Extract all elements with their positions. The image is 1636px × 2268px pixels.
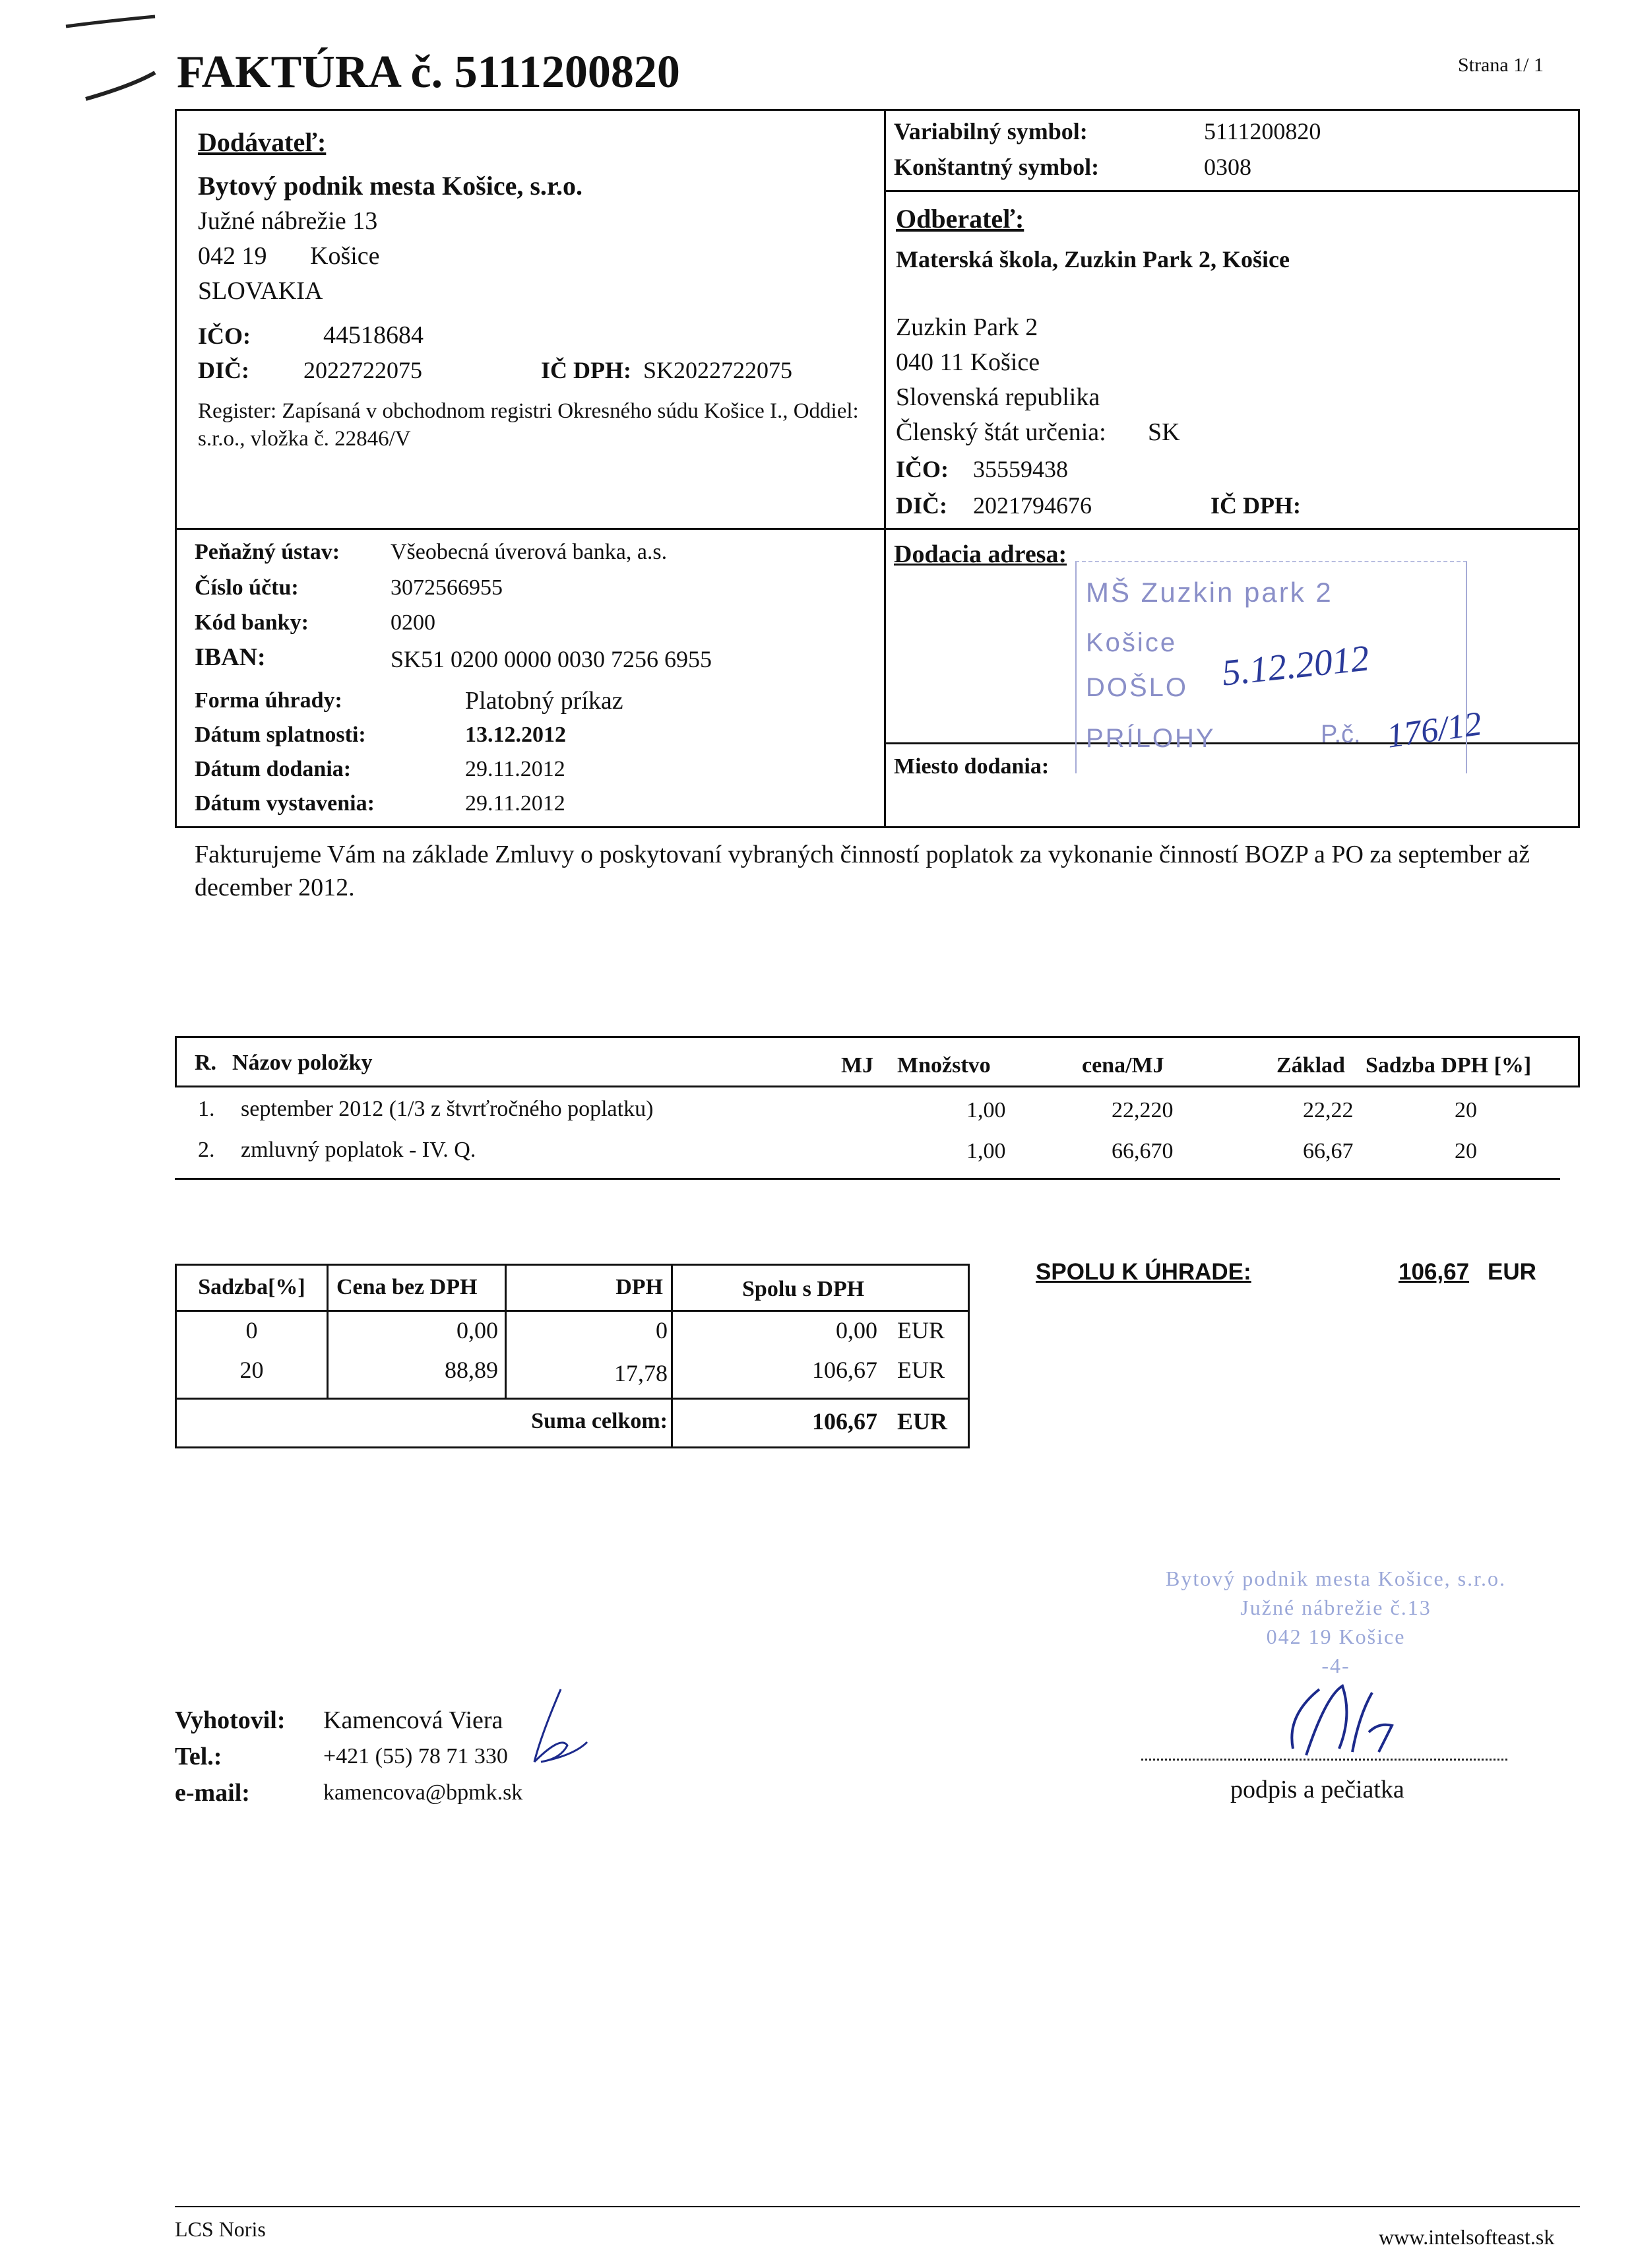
customer-dic: 2021794676 (973, 492, 1092, 519)
divider (175, 528, 1580, 530)
signature-label: podpis a pečiatka (1230, 1776, 1404, 1803)
vat-gross: 0,00 (836, 1317, 877, 1344)
issuer-label: Vyhotovil: (175, 1706, 286, 1734)
delivery-address-label: Dodacia adresa: (894, 540, 1067, 568)
vat-net: 88,89 (445, 1357, 498, 1383)
const-symbol-label: Konštantný symbol: (894, 154, 1100, 180)
row-name: september 2012 (1/3 z štvrťročného poplatku) (241, 1097, 654, 1121)
bank-acc: 3072566955 (391, 575, 503, 600)
col-r: R. (195, 1051, 217, 1075)
vat-gross: 106,67 (812, 1357, 877, 1383)
supplier-country: SLOVAKIA (198, 277, 323, 305)
vat-currency: EUR (897, 1357, 945, 1383)
customer-ico-label: IČO: (896, 456, 949, 482)
footer-right: www.intelsofteast.sk (1379, 2225, 1555, 2249)
supplier-icdph: SK2022722075 (643, 357, 793, 383)
row-base: 22,22 (1303, 1098, 1354, 1122)
issue-date: 29.11.2012 (465, 791, 565, 816)
col-qty: Množstvo (897, 1053, 991, 1078)
vat-sum-label: Suma celkom: (531, 1409, 668, 1433)
customer-street: Zuzkin Park 2 (896, 313, 1038, 341)
delivery-place-label: Miesto dodania: (894, 754, 1050, 779)
customer-dic-label: DIČ: (896, 492, 947, 519)
stamp-line3: DOŠLO (1086, 673, 1189, 702)
col-mj: MJ (841, 1053, 874, 1078)
var-symbol: 5111200820 (1204, 118, 1321, 145)
supplier-ico: 44518684 (323, 321, 424, 349)
vat-sum-currency: EUR (897, 1408, 948, 1435)
customer-state: SK (1148, 418, 1180, 446)
col-base: Základ (1276, 1053, 1345, 1078)
customer-heading: Odberateľ: (896, 204, 1024, 234)
stamp-line4: PRÍLOHY (1086, 724, 1216, 753)
stamp-handwritten-date: 5.12.2012 (1220, 637, 1371, 694)
intro-text: Fakturujeme Vám na základe Zmluvy o poskytovaní vybraných činností poplatok za vykonanie činností BOZP a PO za september až december 2012. (195, 841, 1530, 901)
col-price: cena/MJ (1082, 1053, 1164, 1078)
supplier-name: Bytový podnik mesta Košice, s.r.o. (198, 171, 583, 201)
supplier-register: Register: Zapísaná v obchodnom registri Okresného súdu Košice I., Oddiel: s.r.o., vložka č. 22846/V (198, 399, 859, 451)
divider (884, 190, 1580, 192)
vat-col-rule (671, 1264, 673, 1448)
company-stamp-line4: -4- (1321, 1654, 1350, 1677)
row-r: 2. (198, 1138, 215, 1162)
vat-dph: 0 (656, 1317, 668, 1344)
footer-rule (175, 2206, 1580, 2207)
supplier-ico-label: IČO: (198, 323, 251, 349)
vat-col-net: Cena bez DPH (336, 1275, 478, 1299)
const-symbol: 0308 (1204, 154, 1251, 180)
tel-label: Tel.: (175, 1743, 222, 1770)
footer-left: LCS Noris (175, 2217, 266, 2241)
vat-header-rule (175, 1310, 970, 1312)
items-header-rule (175, 1085, 1580, 1087)
vat-dph: 17,78 (614, 1360, 668, 1386)
vat-rate: 0 (245, 1317, 258, 1344)
stamp-pc-label: P.č. (1321, 721, 1361, 748)
receipt-stamp (1075, 561, 1484, 773)
stamp-line2: Košice (1086, 628, 1178, 657)
row-price: 66,670 (1112, 1139, 1174, 1163)
vat-rate: 20 (239, 1357, 264, 1383)
row-name: zmluvný poplatok - IV. Q. (241, 1138, 476, 1162)
email-label: e-mail: (175, 1779, 250, 1807)
pen-marks (59, 7, 165, 112)
total-currency: EUR (1488, 1259, 1536, 1285)
signature-line (1141, 1759, 1507, 1761)
divider (884, 109, 886, 828)
delivery-date: 29.11.2012 (465, 757, 565, 781)
vat-currency: EUR (897, 1317, 945, 1344)
supplier-icdph-label: IČ DPH: (541, 357, 631, 383)
row-price: 22,220 (1112, 1098, 1174, 1122)
row-qty: 1,00 (966, 1139, 1006, 1163)
row-rate: 20 (1455, 1139, 1477, 1163)
total-amount: 106,67 (1399, 1259, 1470, 1285)
row-qty: 1,00 (966, 1098, 1006, 1122)
customer-ico: 35559438 (973, 456, 1068, 482)
items-left-rule (175, 1036, 177, 1085)
vat-sum: 106,67 (812, 1408, 877, 1435)
company-stamp-line2: Južné nábrežie č.13 (1240, 1596, 1432, 1619)
bank-code: 0200 (391, 610, 435, 635)
vat-sum-rule (175, 1398, 970, 1400)
invoice-title: FAKTÚRA č. 5111200820 (177, 47, 680, 98)
row-rate: 20 (1455, 1098, 1477, 1122)
customer-icdph-label: IČ DPH: (1211, 492, 1301, 519)
items-top-rule (175, 1036, 1580, 1038)
customer-name: Materská škola, Zuzkin Park 2, Košice (896, 246, 1290, 273)
stamp-handwritten-number: 176/12 (1384, 705, 1484, 756)
issue-date-label: Dátum vystavenia: (195, 791, 375, 816)
items-bottom-rule (175, 1178, 1560, 1180)
tel-value: +421 (55) 78 71 330 (323, 1744, 508, 1768)
customer-country: Slovenská republika (896, 383, 1100, 411)
supplier-street: Južné nábrežie 13 (198, 207, 378, 235)
company-stamp-line1: Bytový podnik mesta Košice, s.r.o. (1166, 1567, 1506, 1590)
vat-col-rate: Sadzba[%] (198, 1275, 305, 1299)
pay-form: Platobný príkaz (465, 687, 623, 715)
company-stamp-line3: 042 19 Košice (1266, 1625, 1406, 1648)
pay-form-label: Forma úhrady: (195, 688, 342, 713)
customer-state-label: Členský štát určenia: (896, 418, 1106, 446)
bank-code-label: Kód banky: (195, 610, 309, 635)
vat-col-rule (327, 1264, 329, 1398)
col-rate: Sadzba DPH [%] (1366, 1053, 1532, 1078)
initials-signature (521, 1683, 600, 1782)
row-base: 66,67 (1303, 1139, 1354, 1163)
stamp-line1: MŠ Zuzkin park 2 (1086, 577, 1333, 608)
items-right-rule (1578, 1036, 1580, 1085)
bank-inst: Všeobecná úverová banka, a.s. (391, 540, 668, 564)
supplier-dic: 2022722075 (303, 357, 422, 383)
row-r: 1. (198, 1097, 215, 1121)
customer-city: 040 11 Košice (896, 348, 1040, 376)
supplier-zip: 042 19 (198, 242, 267, 270)
vat-net: 0,00 (456, 1317, 498, 1344)
vat-col-gross: Spolu s DPH (742, 1277, 865, 1301)
total-label: SPOLU K ÚHRADE: (1036, 1259, 1251, 1285)
supplier-heading: Dodávateľ: (198, 127, 327, 157)
bank-inst-label: Peňažný ústav: (195, 540, 340, 564)
supplier-city: Košice (310, 242, 380, 270)
bank-iban: SK51 0200 0000 0030 7256 6955 (391, 646, 712, 672)
bank-iban-label: IBAN: (195, 643, 266, 671)
col-name: Názov položky (232, 1051, 373, 1075)
due-date-label: Dátum splatnosti: (195, 723, 366, 747)
issuer-name: Kamencová Viera (323, 1706, 503, 1734)
page-number: Strana 1/ 1 (1458, 54, 1544, 76)
bank-acc-label: Číslo účtu: (195, 575, 299, 600)
supplier-dic-label: DIČ: (198, 357, 249, 383)
var-symbol-label: Variabilný symbol: (894, 118, 1088, 145)
vat-col-dph: DPH (615, 1275, 663, 1299)
due-date: 13.12.2012 (465, 723, 566, 747)
delivery-date-label: Dátum dodania: (195, 757, 352, 781)
email-value: kamencova@bpmk.sk (323, 1780, 523, 1805)
vat-col-rule (505, 1264, 507, 1398)
company-stamp (1121, 1564, 1550, 1680)
